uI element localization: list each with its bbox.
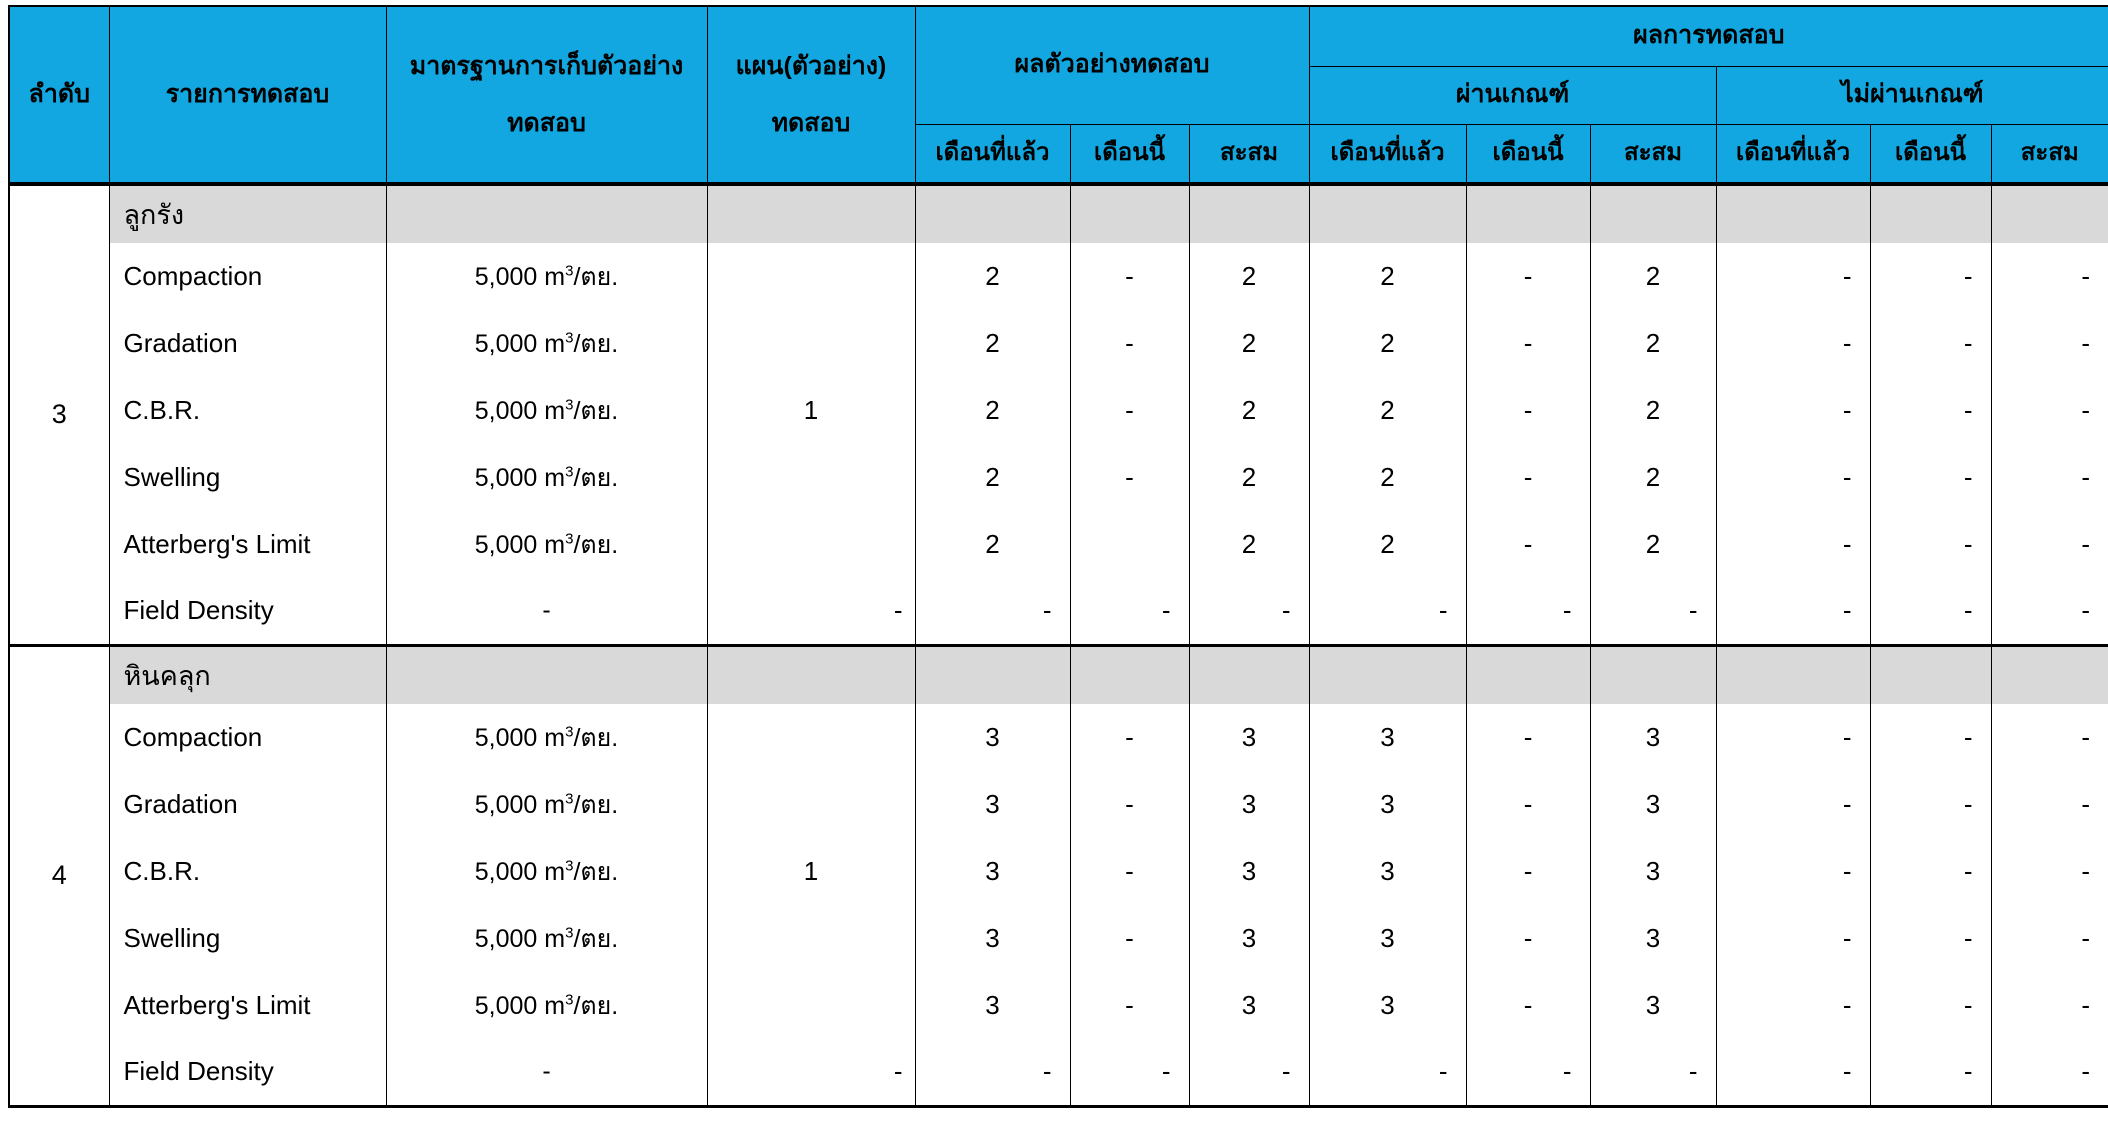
header-sample-last-month: เดือนที่แล้ว	[915, 124, 1070, 184]
test-row	[9, 444, 2108, 511]
sample-this-month: -	[1070, 704, 1189, 771]
sample-last-month: 3	[915, 771, 1070, 838]
pass-last-month: 2	[1309, 511, 1466, 578]
header-fail-last-month: เดือนที่แล้ว	[1716, 124, 1870, 184]
header-fail-group: ไม่ผ่านเกณฑ์	[1716, 66, 2108, 124]
standard-exponent: 3	[565, 396, 574, 414]
fail-this-month: -	[1870, 771, 1991, 838]
test-row	[9, 838, 2108, 905]
band-cell	[1189, 645, 1309, 704]
band-cell	[1070, 645, 1189, 704]
test-results-table	[8, 5, 2108, 1108]
pass-this-month: -	[1466, 310, 1590, 377]
sample-total: 2	[1189, 310, 1309, 377]
test-name: Gradation	[109, 310, 386, 377]
fail-this-month: -	[1870, 905, 1991, 972]
sample-last-month: 2	[915, 310, 1070, 377]
header-pass-this-month: เดือนนี้	[1466, 124, 1590, 184]
fail-total: -	[1991, 1039, 2108, 1106]
pass-last-month: 2	[1309, 310, 1466, 377]
sample-this-month: -	[1070, 243, 1189, 310]
standard-exponent: 3	[565, 530, 574, 548]
fail-last-month: -	[1716, 243, 1870, 310]
sample-this-month: -	[1070, 972, 1189, 1039]
group-number: 4	[9, 645, 109, 1106]
band-cell	[1466, 645, 1590, 704]
pass-total: 3	[1590, 972, 1716, 1039]
pass-last-month: 2	[1309, 444, 1466, 511]
fail-last-month: -	[1716, 905, 1870, 972]
standard-value: 5,000 $m^3/$ตย.	[386, 972, 707, 1039]
band-cell	[1716, 645, 1870, 704]
fail-last-month: -	[1716, 771, 1870, 838]
fail-total: -	[1991, 511, 2108, 578]
band-cell	[386, 645, 707, 704]
sample-total: 2	[1189, 377, 1309, 444]
plan-value	[707, 511, 915, 578]
standard-exponent: 3	[565, 857, 574, 875]
pass-total: 2	[1590, 511, 1716, 578]
pass-this-month: -	[1466, 771, 1590, 838]
pass-last-month: -	[1309, 578, 1466, 645]
standard-exponent: 3	[565, 262, 574, 280]
pass-total: 2	[1590, 444, 1716, 511]
header-pass-last-month: เดือนที่แล้ว	[1309, 124, 1466, 184]
band-cell	[1590, 184, 1716, 243]
pass-last-month: 2	[1309, 377, 1466, 444]
pass-total: 2	[1590, 243, 1716, 310]
group-number: 3	[9, 184, 109, 645]
standard-exponent: 3	[565, 463, 574, 481]
standard-value: 5,000 $m^3/$ตย.	[386, 905, 707, 972]
standard-exponent: 3	[565, 991, 574, 1009]
test-row	[9, 771, 2108, 838]
sample-last-month: 2	[915, 444, 1070, 511]
fail-this-month: -	[1870, 444, 1991, 511]
test-row	[9, 578, 2108, 645]
pass-this-month: -	[1466, 511, 1590, 578]
test-name: Field Density	[109, 578, 386, 645]
standard-value: 5,000 $m^3/$ตย.	[386, 838, 707, 905]
standard-value: 5,000 $m^3/$ตย.	[386, 771, 707, 838]
band-cell	[1870, 184, 1991, 243]
test-row	[9, 905, 2108, 972]
band-cell	[1870, 645, 1991, 704]
pass-this-month: -	[1466, 704, 1590, 771]
standard-exponent: 3	[565, 790, 574, 808]
test-name: Field Density	[109, 1039, 386, 1106]
sample-this-month: -	[1070, 578, 1189, 645]
header-plan: แผน(ตัวอย่าง) ทดสอบ	[707, 6, 915, 184]
test-name: Compaction	[109, 243, 386, 310]
test-row	[9, 1039, 2108, 1106]
sample-this-month: -	[1070, 1039, 1189, 1106]
pass-this-month: -	[1466, 578, 1590, 645]
test-name: Atterberg's Limit	[109, 972, 386, 1039]
fail-total: -	[1991, 310, 2108, 377]
pass-last-month: 2	[1309, 243, 1466, 310]
fail-total: -	[1991, 377, 2108, 444]
pass-total: 3	[1590, 704, 1716, 771]
plan-value	[707, 243, 915, 310]
plan-value	[707, 704, 915, 771]
standard-value: 5,000 $m^3/$ตย.	[386, 310, 707, 377]
pass-this-month: -	[1466, 905, 1590, 972]
sample-total: 2	[1189, 444, 1309, 511]
standard-value: 5,000 $m^3/$ตย.	[386, 243, 707, 310]
test-row	[9, 243, 2108, 310]
header-sample-this-month: เดือนนี้	[1070, 124, 1189, 184]
fail-this-month: -	[1870, 838, 1991, 905]
plan-value: 1	[707, 377, 915, 444]
fail-total: -	[1991, 444, 2108, 511]
test-row	[9, 377, 2108, 444]
band-cell	[1716, 184, 1870, 243]
band-cell	[1189, 184, 1309, 243]
plan-value	[707, 972, 915, 1039]
fail-this-month: -	[1870, 972, 1991, 1039]
standard-value: 5,000 $m^3/$ตย.	[386, 511, 707, 578]
sample-total: 3	[1189, 972, 1309, 1039]
sample-total: 3	[1189, 704, 1309, 771]
pass-this-month: -	[1466, 1039, 1590, 1106]
sample-total: 3	[1189, 771, 1309, 838]
pass-total: 3	[1590, 838, 1716, 905]
band-cell	[1309, 645, 1466, 704]
band-cell	[1070, 184, 1189, 243]
test-name: Gradation	[109, 771, 386, 838]
test-name: Swelling	[109, 444, 386, 511]
header-sample-total: สะสม	[1189, 124, 1309, 184]
sample-total: -	[1189, 578, 1309, 645]
header-sampling-standard: มาตรฐานการเก็บตัวอย่าง ทดสอบ	[386, 6, 707, 184]
test-row	[9, 511, 2108, 578]
sample-total: 2	[1189, 511, 1309, 578]
sample-last-month: 3	[915, 972, 1070, 1039]
header-pass-group: ผ่านเกณฑ์	[1309, 66, 1716, 124]
test-name: Atterberg's Limit	[109, 511, 386, 578]
sample-this-month: -	[1070, 310, 1189, 377]
fail-last-month: -	[1716, 377, 1870, 444]
band-cell	[1309, 184, 1466, 243]
band-cell	[1590, 645, 1716, 704]
test-name: Swelling	[109, 905, 386, 972]
test-name: Compaction	[109, 704, 386, 771]
header-pass-total: สะสม	[1590, 124, 1716, 184]
fail-last-month: -	[1716, 578, 1870, 645]
test-row	[9, 310, 2108, 377]
band-cell	[1466, 184, 1590, 243]
pass-last-month: 3	[1309, 838, 1466, 905]
fail-this-month: -	[1870, 704, 1991, 771]
fail-this-month: -	[1870, 1039, 1991, 1106]
sample-last-month: 3	[915, 905, 1070, 972]
sample-total: 3	[1189, 905, 1309, 972]
header-fail-total: สะสม	[1991, 124, 2108, 184]
band-cell	[707, 184, 915, 243]
band-cell	[915, 645, 1070, 704]
table-header	[9, 6, 2108, 184]
sample-last-month: 3	[915, 838, 1070, 905]
plan-value: -	[707, 578, 915, 645]
sample-last-month: -	[915, 578, 1070, 645]
fail-total: -	[1991, 838, 2108, 905]
fail-total: -	[1991, 704, 2108, 771]
pass-last-month: 3	[1309, 771, 1466, 838]
sample-last-month: 3	[915, 704, 1070, 771]
test-row	[9, 704, 2108, 771]
sample-this-month: -	[1070, 771, 1189, 838]
pass-last-month: 3	[1309, 972, 1466, 1039]
pass-this-month: -	[1466, 972, 1590, 1039]
header-test-item: รายการทดสอบ	[109, 6, 386, 184]
fail-this-month: -	[1870, 243, 1991, 310]
standard-value: 5,000 $m^3/$ตย.	[386, 377, 707, 444]
pass-total: 3	[1590, 771, 1716, 838]
fail-total: -	[1991, 243, 2108, 310]
standard-value: 5,000 $m^3/$ตย.	[386, 704, 707, 771]
sample-last-month: -	[915, 1039, 1070, 1106]
plan-value	[707, 771, 915, 838]
table-body	[9, 184, 2108, 1106]
material-band-row	[9, 184, 2108, 243]
standard-value: -	[386, 578, 707, 645]
band-cell	[707, 645, 915, 704]
fail-total: -	[1991, 771, 2108, 838]
pass-total: -	[1590, 578, 1716, 645]
plan-value: -	[707, 1039, 915, 1106]
fail-this-month: -	[1870, 578, 1991, 645]
pass-last-month: 3	[1309, 905, 1466, 972]
pass-this-month: -	[1466, 444, 1590, 511]
fail-this-month: -	[1870, 310, 1991, 377]
fail-total: -	[1991, 578, 2108, 645]
plan-value	[707, 444, 915, 511]
material-band-row	[9, 645, 2108, 704]
band-cell	[386, 184, 707, 243]
fail-last-month: -	[1716, 444, 1870, 511]
sample-this-month: -	[1070, 377, 1189, 444]
material-name: หินคลุก	[109, 645, 386, 704]
sample-this-month: -	[1070, 838, 1189, 905]
band-cell	[1991, 184, 2108, 243]
sample-last-month: 2	[915, 377, 1070, 444]
fail-this-month: -	[1870, 511, 1991, 578]
fail-total: -	[1991, 972, 2108, 1039]
fail-last-month: -	[1716, 704, 1870, 771]
pass-last-month: 3	[1309, 704, 1466, 771]
fail-last-month: -	[1716, 838, 1870, 905]
standard-exponent: 3	[565, 329, 574, 347]
band-cell	[915, 184, 1070, 243]
sample-last-month: 2	[915, 511, 1070, 578]
plan-value	[707, 310, 915, 377]
standard-value: 5,000 $m^3/$ตย.	[386, 444, 707, 511]
plan-value	[707, 905, 915, 972]
band-cell	[1991, 645, 2108, 704]
header-sample-results-group: ผลตัวอย่างทดสอบ	[915, 6, 1309, 124]
pass-this-month: -	[1466, 838, 1590, 905]
fail-last-month: -	[1716, 972, 1870, 1039]
sample-total: 2	[1189, 243, 1309, 310]
sample-this-month: -	[1070, 444, 1189, 511]
fail-this-month: -	[1870, 377, 1991, 444]
sample-last-month: 2	[915, 243, 1070, 310]
standard-exponent: 3	[565, 723, 574, 741]
test-name: C.B.R.	[109, 377, 386, 444]
header-test-results-group: ผลการทดสอบ	[1309, 6, 2108, 66]
fail-last-month: -	[1716, 511, 1870, 578]
sample-this-month	[1070, 511, 1189, 578]
pass-this-month: -	[1466, 243, 1590, 310]
pass-total: 2	[1590, 310, 1716, 377]
sample-total: 3	[1189, 838, 1309, 905]
header-no: ลำดับ	[9, 6, 109, 184]
test-row	[9, 972, 2108, 1039]
test-name: C.B.R.	[109, 838, 386, 905]
fail-last-month: -	[1716, 1039, 1870, 1106]
fail-last-month: -	[1716, 310, 1870, 377]
standard-value: -	[386, 1039, 707, 1106]
pass-total: -	[1590, 1039, 1716, 1106]
pass-this-month: -	[1466, 377, 1590, 444]
sample-total: -	[1189, 1039, 1309, 1106]
pass-total: 2	[1590, 377, 1716, 444]
standard-exponent: 3	[565, 924, 574, 942]
sample-this-month: -	[1070, 905, 1189, 972]
material-name: ลูกรัง	[109, 184, 386, 243]
pass-total: 3	[1590, 905, 1716, 972]
fail-total: -	[1991, 905, 2108, 972]
pass-last-month: -	[1309, 1039, 1466, 1106]
header-fail-this-month: เดือนนี้	[1870, 124, 1991, 184]
plan-value: 1	[707, 838, 915, 905]
